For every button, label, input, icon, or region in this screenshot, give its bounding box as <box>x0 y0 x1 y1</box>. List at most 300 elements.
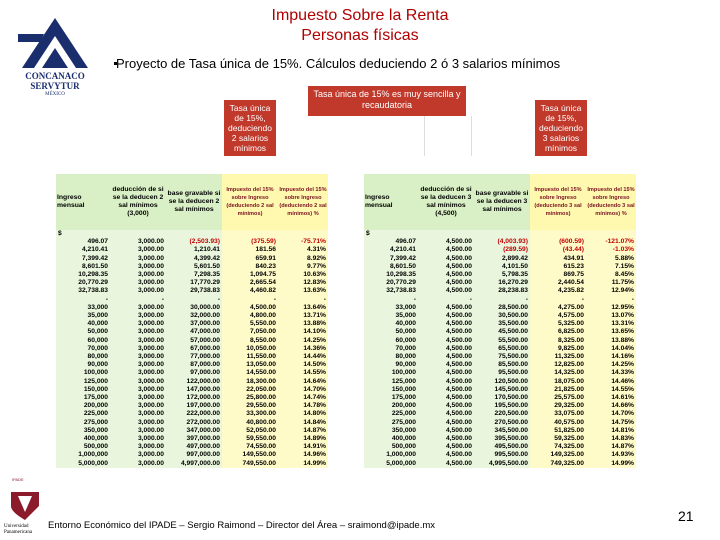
cell-ingreso: 7,399.42 <box>364 255 418 263</box>
cell-impuesto: 11,550.00 <box>222 353 278 361</box>
cell-deduccion: 4,500.00 <box>418 419 474 427</box>
table-row <box>56 271 328 279</box>
cell-impuesto-pct: 14.87% <box>586 443 636 451</box>
header-deduccion: deducción de si se la deducen 3 sal mínimos (4,500) <box>418 174 474 230</box>
cell-impuesto: 149,325.00 <box>530 451 586 459</box>
cell-base: 145,500.00 <box>474 386 530 394</box>
cell-impuesto: 11,325.00 <box>530 353 586 361</box>
cell-impuesto-pct: 14.55% <box>586 386 636 394</box>
cell-ingreso: 1,000,000 <box>56 451 110 459</box>
table-row <box>56 353 328 361</box>
cell-impuesto-pct: 14.61% <box>586 394 636 402</box>
cell-ingreso: 80,000 <box>56 353 110 361</box>
table-row <box>56 435 328 443</box>
cell-impuesto: 74,325.00 <box>530 443 586 451</box>
table-row <box>56 451 328 459</box>
cell-base: 347,000.00 <box>166 427 222 435</box>
cell-impuesto-pct: 13.65% <box>586 328 636 336</box>
cell-deduccion: 4,500.00 <box>418 312 474 320</box>
logo-text-2: SERVYTUR <box>30 81 80 91</box>
cell-deduccion: 3,000.00 <box>110 337 166 345</box>
cell-ingreso: 32,738.83 <box>56 287 110 295</box>
cell-ingreso: 225,000 <box>364 410 418 418</box>
cell-impuesto: 51,825.00 <box>530 427 586 435</box>
cell-impuesto-pct: 14.70% <box>278 386 328 394</box>
cell-impuesto: 22,050.00 <box>222 386 278 394</box>
cell-base: 4,399.42 <box>166 255 222 263</box>
cell-deduccion: 4,500.00 <box>418 287 474 295</box>
cell-base: 120,500.00 <box>474 378 530 386</box>
cell-deduccion: 4,500.00 <box>418 271 474 279</box>
cell-base: 57,000.00 <box>166 337 222 345</box>
cell-base: 30,500.00 <box>474 312 530 320</box>
cell-deduccion: 3,000.00 <box>110 402 166 410</box>
cell-deduccion: 3,000.00 <box>110 419 166 427</box>
cell-ingreso: 32,738.83 <box>364 287 418 295</box>
cell-base: 995,500.00 <box>474 451 530 459</box>
cell-ingreso: 5,000,000 <box>364 460 418 468</box>
cell-deduccion: 3,000.00 <box>110 279 166 287</box>
cell-impuesto: 4,500.00 <box>222 304 278 312</box>
table-row <box>364 419 636 427</box>
cell-ingreso: 125,000 <box>56 378 110 386</box>
cell-base: 7,298.35 <box>166 271 222 279</box>
cell-ingreso: 350,000 <box>364 427 418 435</box>
logo-text-3: MÉXICO <box>45 92 65 97</box>
cell-impuesto-pct: - <box>586 296 636 304</box>
cell-impuesto-pct: 14.46% <box>586 378 636 386</box>
cell-ingreso: 100,000 <box>56 369 110 377</box>
table-row <box>56 427 328 435</box>
cell-impuesto-pct: 7.15% <box>586 263 636 271</box>
cell-impuesto: 59,550.00 <box>222 435 278 443</box>
table-row <box>56 369 328 377</box>
cell-deduccion: 3,000.00 <box>110 427 166 435</box>
cell-impuesto: (600.59) <box>530 238 586 246</box>
cell-ingreso: 10,298.35 <box>364 271 418 279</box>
cell-base: 5,798.35 <box>474 271 530 279</box>
cell-base: 45,500.00 <box>474 328 530 336</box>
ipade-text-2: Panamericana <box>4 530 33 535</box>
cell-impuesto: 29,550.00 <box>222 402 278 410</box>
table-right-body <box>364 238 636 468</box>
cell-base: 67,000.00 <box>166 345 222 353</box>
cell-impuesto-pct: 14.83% <box>586 435 636 443</box>
cell-deduccion: 4,500.00 <box>418 378 474 386</box>
table-row <box>56 443 328 451</box>
cell-base: 122,000.00 <box>166 378 222 386</box>
cell-base: 85,500.00 <box>474 361 530 369</box>
cell-ingreso: 175,000 <box>56 394 110 402</box>
cell-impuesto: (43.44) <box>530 246 586 254</box>
cell-impuesto: 74,550.00 <box>222 443 278 451</box>
cell-ingreso: 275,000 <box>56 419 110 427</box>
cell-base: 16,270.29 <box>474 279 530 287</box>
cell-impuesto-pct: -75.71% <box>278 238 328 246</box>
cell-deduccion: 4,500.00 <box>418 238 474 246</box>
cell-base: 222,000.00 <box>166 410 222 418</box>
cell-ingreso: 10,298.35 <box>56 271 110 279</box>
cell-base: 220,500.00 <box>474 410 530 418</box>
cell-impuesto-pct: 14.04% <box>586 345 636 353</box>
table-row <box>56 402 328 410</box>
cell-base: 4,995,500.00 <box>474 460 530 468</box>
table-row <box>56 287 328 295</box>
table-row <box>56 246 328 254</box>
cell-base: 47,000.00 <box>166 328 222 336</box>
cell-impuesto: - <box>530 296 586 304</box>
cell-deduccion: 3,000.00 <box>110 443 166 451</box>
cell-deduccion: 4,500.00 <box>418 361 474 369</box>
cell-impuesto-pct: 14.50% <box>278 361 328 369</box>
cell-deduccion: 4,500.00 <box>418 320 474 328</box>
table-row <box>56 337 328 345</box>
table-row <box>364 328 636 336</box>
cell-base: (2,503.93) <box>166 238 222 246</box>
cell-impuesto-pct: 14.16% <box>586 353 636 361</box>
cell-impuesto: 52,050.00 <box>222 427 278 435</box>
ipade-label: IPADE <box>12 477 24 482</box>
cell-impuesto: 18,075.00 <box>530 378 586 386</box>
cell-impuesto-pct: 14.74% <box>278 394 328 402</box>
cell-base: 270,500.00 <box>474 419 530 427</box>
cell-deduccion: 4,500.00 <box>418 402 474 410</box>
slide-title <box>0 6 720 46</box>
cell-impuesto: 840.23 <box>222 263 278 271</box>
cell-impuesto: 18,300.00 <box>222 378 278 386</box>
cell-base: 2,899.42 <box>474 255 530 263</box>
table-row <box>364 435 636 443</box>
cell-ingreso: 500,000 <box>56 443 110 451</box>
cell-impuesto-pct: - <box>278 296 328 304</box>
cell-ingreso: 8,601.50 <box>364 263 418 271</box>
table-row <box>56 460 328 468</box>
table-row <box>56 386 328 394</box>
cell-ingreso: 20,770.29 <box>56 279 110 287</box>
cell-ingreso: 4,210.41 <box>56 246 110 254</box>
cell-ingreso: 225,000 <box>56 410 110 418</box>
cell-deduccion: 3,000.00 <box>110 435 166 443</box>
cell-impuesto-pct: 13.71% <box>278 312 328 320</box>
cell-deduccion: 4,500.00 <box>418 353 474 361</box>
ipade-university-text <box>4 524 32 536</box>
cell-impuesto-pct: 11.75% <box>586 279 636 287</box>
cell-base: 65,500.00 <box>474 345 530 353</box>
header-impuesto: Impuesto del 15% sobre Ingreso (deduciendo 3 sal mínimos) <box>530 174 586 230</box>
table-row <box>56 410 328 418</box>
cell-ingreso: 50,000 <box>56 328 110 336</box>
cell-impuesto: 40,575.00 <box>530 419 586 427</box>
cell-ingreso: 80,000 <box>364 353 418 361</box>
cell-impuesto-pct: 8.45% <box>586 271 636 279</box>
header-ingreso: Ingreso mensual <box>56 174 110 230</box>
cell-base: 997,000.00 <box>166 451 222 459</box>
cell-impuesto: 5,325.00 <box>530 320 586 328</box>
header-impuesto: Impuesto del 15% sobre Ingreso (deduciendo 2 sal mínimos) <box>222 174 278 230</box>
cell-ingreso: 4,210.41 <box>364 246 418 254</box>
table-row <box>364 304 636 312</box>
cell-deduccion: 3,000.00 <box>110 263 166 271</box>
cell-impuesto: 33,300.00 <box>222 410 278 418</box>
cell-base: 4,101.50 <box>474 263 530 271</box>
cell-ingreso: 200,000 <box>56 402 110 410</box>
cell-base: 87,000.00 <box>166 361 222 369</box>
cell-impuesto: 33,075.00 <box>530 410 586 418</box>
cell-ingreso: 496.07 <box>364 238 418 246</box>
table-row <box>364 460 636 468</box>
cell-base: 4,997,000.00 <box>166 460 222 468</box>
cell-deduccion: 4,500.00 <box>418 337 474 345</box>
cell-impuesto: 181.56 <box>222 246 278 254</box>
cell-base: 495,500.00 <box>474 443 530 451</box>
title-line-1: Impuesto Sobre la Renta <box>271 7 449 24</box>
cell-deduccion: 3,000.00 <box>110 312 166 320</box>
cell-ingreso: 20,770.29 <box>364 279 418 287</box>
cell-deduccion: 4,500.00 <box>418 386 474 394</box>
table-row <box>364 378 636 386</box>
cell-impuesto-pct: 14.10% <box>278 328 328 336</box>
table-row <box>364 279 636 287</box>
cell-impuesto-pct: 14.64% <box>278 378 328 386</box>
cell-deduccion: 3,000.00 <box>110 369 166 377</box>
cell-impuesto: 869.75 <box>530 271 586 279</box>
cell-impuesto: 29,325.00 <box>530 402 586 410</box>
cell-impuesto: 5,550.00 <box>222 320 278 328</box>
cell-ingreso: 40,000 <box>364 320 418 328</box>
cell-deduccion: 4,500.00 <box>418 460 474 468</box>
cell-impuesto-pct: 14.99% <box>586 460 636 468</box>
cell-base: 77,000.00 <box>166 353 222 361</box>
cell-base: 55,500.00 <box>474 337 530 345</box>
cell-impuesto: 9,825.00 <box>530 345 586 353</box>
cell-ingreso: 5,000,000 <box>56 460 110 468</box>
table-row <box>364 427 636 435</box>
table-row <box>56 312 328 320</box>
table-left <box>56 174 328 468</box>
cell-impuesto-pct: 14.84% <box>278 419 328 427</box>
cell-impuesto: 1,094.75 <box>222 271 278 279</box>
cell-deduccion: 4,500.00 <box>418 345 474 353</box>
table-row <box>364 287 636 295</box>
cell-impuesto-pct: 14.91% <box>278 443 328 451</box>
cell-ingreso: 35,000 <box>56 312 110 320</box>
footer-text: Entorno Económico del IPADE – Sergio Raimond – Director del Área – sraimond@ipade.mx <box>48 520 436 531</box>
table-row <box>364 271 636 279</box>
cell-impuesto-pct: 13.63% <box>278 287 328 295</box>
table-row <box>364 402 636 410</box>
cell-impuesto-pct: 12.83% <box>278 279 328 287</box>
cell-impuesto: 749,550.00 <box>222 460 278 468</box>
cell-impuesto: 7,050.00 <box>222 328 278 336</box>
cell-deduccion: 4,500.00 <box>418 255 474 263</box>
cell-base: 30,000.00 <box>166 304 222 312</box>
cell-deduccion: 3,000.00 <box>110 410 166 418</box>
cell-impuesto: 434.91 <box>530 255 586 263</box>
cell-deduccion: 3,000.00 <box>110 246 166 254</box>
cell-impuesto: 4,275.00 <box>530 304 586 312</box>
cell-impuesto-pct: 14.33% <box>586 369 636 377</box>
cell-impuesto-pct: 14.66% <box>586 402 636 410</box>
cell-deduccion: 3,000.00 <box>110 304 166 312</box>
table-row <box>364 353 636 361</box>
cell-ingreso: 90,000 <box>364 361 418 369</box>
cell-impuesto: 4,800.00 <box>222 312 278 320</box>
cell-deduccion: 4,500.00 <box>418 279 474 287</box>
table-row <box>56 279 328 287</box>
table-row <box>364 386 636 394</box>
cell-impuesto: 13,050.00 <box>222 361 278 369</box>
cell-deduccion: 3,000.00 <box>110 378 166 386</box>
cell-impuesto-pct: 12.94% <box>586 287 636 295</box>
cell-impuesto-pct: -121.07% <box>586 238 636 246</box>
table-row <box>56 419 328 427</box>
cell-deduccion: 4,500.00 <box>418 451 474 459</box>
cell-deduccion: 3,000.00 <box>110 238 166 246</box>
cell-impuesto: 25,800.00 <box>222 394 278 402</box>
cell-impuesto-pct: 8.92% <box>278 255 328 263</box>
table-row <box>364 361 636 369</box>
cell-impuesto-pct: 14.96% <box>278 451 328 459</box>
cell-impuesto-pct: 13.64% <box>278 304 328 312</box>
cell-base: 28,500.00 <box>474 304 530 312</box>
cell-deduccion: 3,000.00 <box>110 353 166 361</box>
cell-impuesto: 59,325.00 <box>530 435 586 443</box>
currency-label: $ <box>364 230 418 238</box>
cell-deduccion: 3,000.00 <box>110 287 166 295</box>
cell-ingreso: 60,000 <box>56 337 110 345</box>
cell-base: 397,000.00 <box>166 435 222 443</box>
cell-impuesto: (375.59) <box>222 238 278 246</box>
cell-ingreso: 33,000 <box>56 304 110 312</box>
cell-base: (289.59) <box>474 246 530 254</box>
cell-deduccion: 3,000.00 <box>110 460 166 468</box>
cell-base: - <box>166 296 222 304</box>
table-row <box>56 361 328 369</box>
cell-base: 497,000.00 <box>166 443 222 451</box>
cell-deduccion: 4,500.00 <box>418 427 474 435</box>
cell-ingreso: 275,000 <box>364 419 418 427</box>
cell-ingreso: 35,000 <box>364 312 418 320</box>
page-number: 21 <box>678 508 694 524</box>
cell-impuesto: 2,440.54 <box>530 279 586 287</box>
cell-base: 37,000.00 <box>166 320 222 328</box>
logo-text-1: CONCANACO <box>25 71 85 81</box>
callout-center: Tasa única de 15% es muy sencilla y recaudatoria <box>308 86 466 116</box>
concanaco-emblem-icon <box>14 14 96 70</box>
cell-base: 97,000.00 <box>166 369 222 377</box>
ipade-logo <box>8 484 42 520</box>
cell-impuesto: 749,325.00 <box>530 460 586 468</box>
cell-impuesto-pct: 10.63% <box>278 271 328 279</box>
cell-impuesto: 10,050.00 <box>222 345 278 353</box>
header-impuesto-pct: Impuesto del 15% sobre Ingreso (deduciendo 2 sal mínimos) % <box>278 174 328 230</box>
cell-deduccion: 3,000.00 <box>110 255 166 263</box>
cell-impuesto: 40,800.00 <box>222 419 278 427</box>
cell-base: 272,000.00 <box>166 419 222 427</box>
table-left-body <box>56 238 328 468</box>
cell-impuesto: - <box>222 296 278 304</box>
cell-ingreso: 1,000,000 <box>364 451 418 459</box>
table-row <box>364 410 636 418</box>
cell-ingreso: 7,399.42 <box>56 255 110 263</box>
cell-impuesto: 659.91 <box>222 255 278 263</box>
cell-deduccion: - <box>418 296 474 304</box>
cell-deduccion: 4,500.00 <box>418 410 474 418</box>
currency-label: $ <box>56 230 110 238</box>
table-row <box>56 255 328 263</box>
cell-impuesto-pct: 13.88% <box>586 337 636 345</box>
cell-deduccion: 4,500.00 <box>418 328 474 336</box>
cell-impuesto: 615.23 <box>530 263 586 271</box>
cell-impuesto-pct: 14.44% <box>278 353 328 361</box>
table-row <box>56 296 328 304</box>
cell-impuesto: 6,825.00 <box>530 328 586 336</box>
table-row <box>56 238 328 246</box>
table-row <box>364 238 636 246</box>
cell-ingreso: 70,000 <box>56 345 110 353</box>
cell-impuesto-pct: 13.07% <box>586 312 636 320</box>
cell-impuesto: 8,325.00 <box>530 337 586 345</box>
cell-impuesto: 8,550.00 <box>222 337 278 345</box>
cell-impuesto: 21,825.00 <box>530 386 586 394</box>
cell-impuesto-pct: 14.93% <box>586 451 636 459</box>
slide-subtitle: Proyecto de Tasa única de 15%. Cálculos deduciendo 2 ó 3 salarios mínimos <box>116 56 561 71</box>
table-row <box>364 263 636 271</box>
table-row <box>56 345 328 353</box>
cell-base: 172,000.00 <box>166 394 222 402</box>
concanaco-logo <box>14 14 96 100</box>
cell-base: 28,238.83 <box>474 287 530 295</box>
cell-impuesto-pct: 14.81% <box>586 427 636 435</box>
cell-deduccion: 3,000.00 <box>110 320 166 328</box>
cell-impuesto: 25,575.00 <box>530 394 586 402</box>
cell-impuesto: 14,550.00 <box>222 369 278 377</box>
cell-impuesto-pct: 14.78% <box>278 402 328 410</box>
cell-deduccion: 3,000.00 <box>110 328 166 336</box>
cell-impuesto: 2,665.54 <box>222 279 278 287</box>
table-row <box>364 320 636 328</box>
ipade-text-1: Universidad <box>4 524 29 529</box>
cell-ingreso: 33,000 <box>364 304 418 312</box>
cell-base: 5,601.50 <box>166 263 222 271</box>
cell-impuesto-pct: 12.95% <box>586 304 636 312</box>
cell-impuesto-pct: 14.89% <box>278 435 328 443</box>
cell-base: 95,500.00 <box>474 369 530 377</box>
cell-deduccion: 3,000.00 <box>110 361 166 369</box>
table-row <box>364 337 636 345</box>
cell-impuesto-pct: 14.80% <box>278 410 328 418</box>
cell-base: 1,210.41 <box>166 246 222 254</box>
cell-ingreso: 150,000 <box>364 386 418 394</box>
cell-impuesto: 14,325.00 <box>530 369 586 377</box>
cell-ingreso: 90,000 <box>56 361 110 369</box>
header-deduccion: deducción de si se la deducen 2 sal mínimos (3,000) <box>110 174 166 230</box>
table-row <box>56 378 328 386</box>
callout-left: Tasa única de 15%, deduciendo 2 salarios mínimos <box>224 100 276 156</box>
table-row <box>56 394 328 402</box>
table-row <box>364 296 636 304</box>
table-row <box>364 369 636 377</box>
table-row <box>56 263 328 271</box>
header-ingreso: Ingreso mensual <box>364 174 418 230</box>
cell-impuesto: 149,550.00 <box>222 451 278 459</box>
cell-deduccion: 3,000.00 <box>110 345 166 353</box>
table-row <box>56 320 328 328</box>
cell-impuesto-pct: 14.87% <box>278 427 328 435</box>
table-row <box>364 394 636 402</box>
cell-base: 17,770.29 <box>166 279 222 287</box>
cell-base: 195,500.00 <box>474 402 530 410</box>
